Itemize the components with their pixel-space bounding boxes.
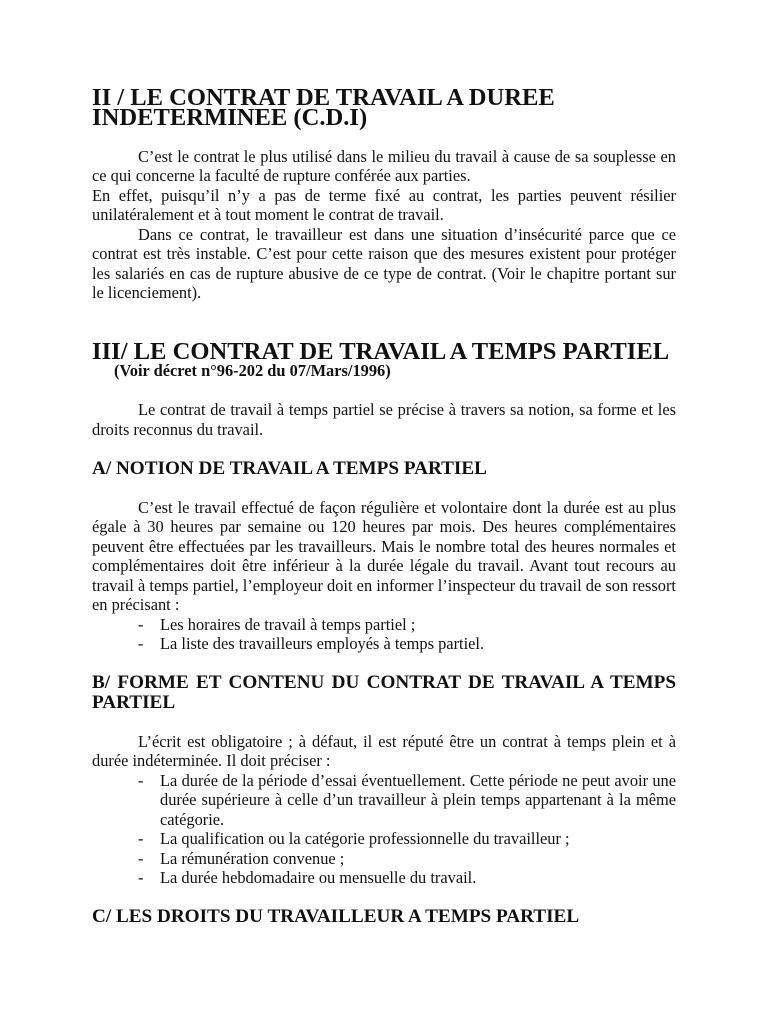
paragraph: En effet, puisqu’il n’y a pas de terme fixé au contrat, les parties peuvent résilier unilatéralement et à tout moment le contrat de travail. (92, 185, 676, 224)
paragraph: C’est le contrat le plus utilisé dans le milieu du travail à cause de sa souplesse en ce qui concerne la faculté de rupture conférée aux parties. (92, 146, 676, 185)
bullet-list-forme (92, 771, 676, 888)
section-heading-droits: C/ LES DROITS DU TRAVAILLEUR A TEMPS PARTIEL (92, 906, 580, 927)
bullet-list-notion (92, 615, 676, 654)
list-item: - La durée de la période d’essai éventuellement. Cette période ne peut avoir une durée supérieure à celle d’un travailleur à plein temps appartenant à la même catégorie. (138, 770, 676, 829)
dash-bullet: - (138, 770, 144, 790)
list-item: - La qualification ou la catégorie professionnelle du travailleur ; (138, 829, 570, 848)
paragraph: Le contrat de travail à temps partiel se précise à travers sa notion, sa forme et les droits reconnus du travail. (92, 400, 676, 439)
paragraph: Dans ce contrat, le travailleur est dans une situation d’insécurité parce que ce contrat est très instable. C’est pour cette raison que des mesures existent pour protéger les salariés en cas de rupture abusive de ce type de contrat. (Voir le chapitre portant sur le licenciement). (92, 224, 676, 302)
document-page (92, 84, 676, 927)
list-item: - La liste des travailleurs employés à temps partiel. (138, 634, 485, 653)
list-item: - La durée hebdomadaire ou mensuelle du travail. (138, 868, 477, 887)
dash-bullet: - (138, 848, 144, 868)
list-item: - Les horaires de travail à temps partiel ; (138, 614, 416, 634)
section-heading-forme: B/ FORME ET CONTENU DU CONTRAT DE TRAVAIL A TEMPS PARTIEL (92, 672, 676, 713)
dash-bullet: - (138, 829, 144, 848)
paragraph: L’écrit est obligatoire ; à défaut, il est réputé être un contrat à temps plein et à durée indéterminée. Il doit préciser : (92, 731, 676, 770)
dash-bullet: - (138, 634, 144, 653)
section-heading-notion: A/ NOTION DE TRAVAIL A TEMPS PARTIEL (92, 457, 487, 479)
dash-bullet: - (138, 868, 144, 887)
section-subheading-decret: (Voir décret n°96-202 du 07/Mars/1996) (114, 361, 391, 380)
paragraph: C’est le travail effectué de façon régulière et volontaire dont la durée est au plus égale à 30 heures par semaine ou 120 heures par mois. Des heures complémentaires peuvent être effectuées par les travailleurs. Mais le nombre total des heures normales et complémentaires doit être inférieur à la durée légale du travail. Avant tout recours au travail à temps partiel, l’employeur doit en informer l’inspecteur du travail de son ressort en précisant : (92, 497, 676, 614)
section-heading-cdi: II / LE CONTRAT DE TRAVAIL A DUREE INDETERMINEE (C.D.I) (92, 84, 555, 131)
list-item: - La rémunération convenue ; (138, 848, 345, 868)
dash-bullet: - (138, 614, 144, 634)
section-heading-temps-partiel: III/ LE CONTRAT DE TRAVAIL A TEMPS PARTIEL (92, 337, 670, 365)
